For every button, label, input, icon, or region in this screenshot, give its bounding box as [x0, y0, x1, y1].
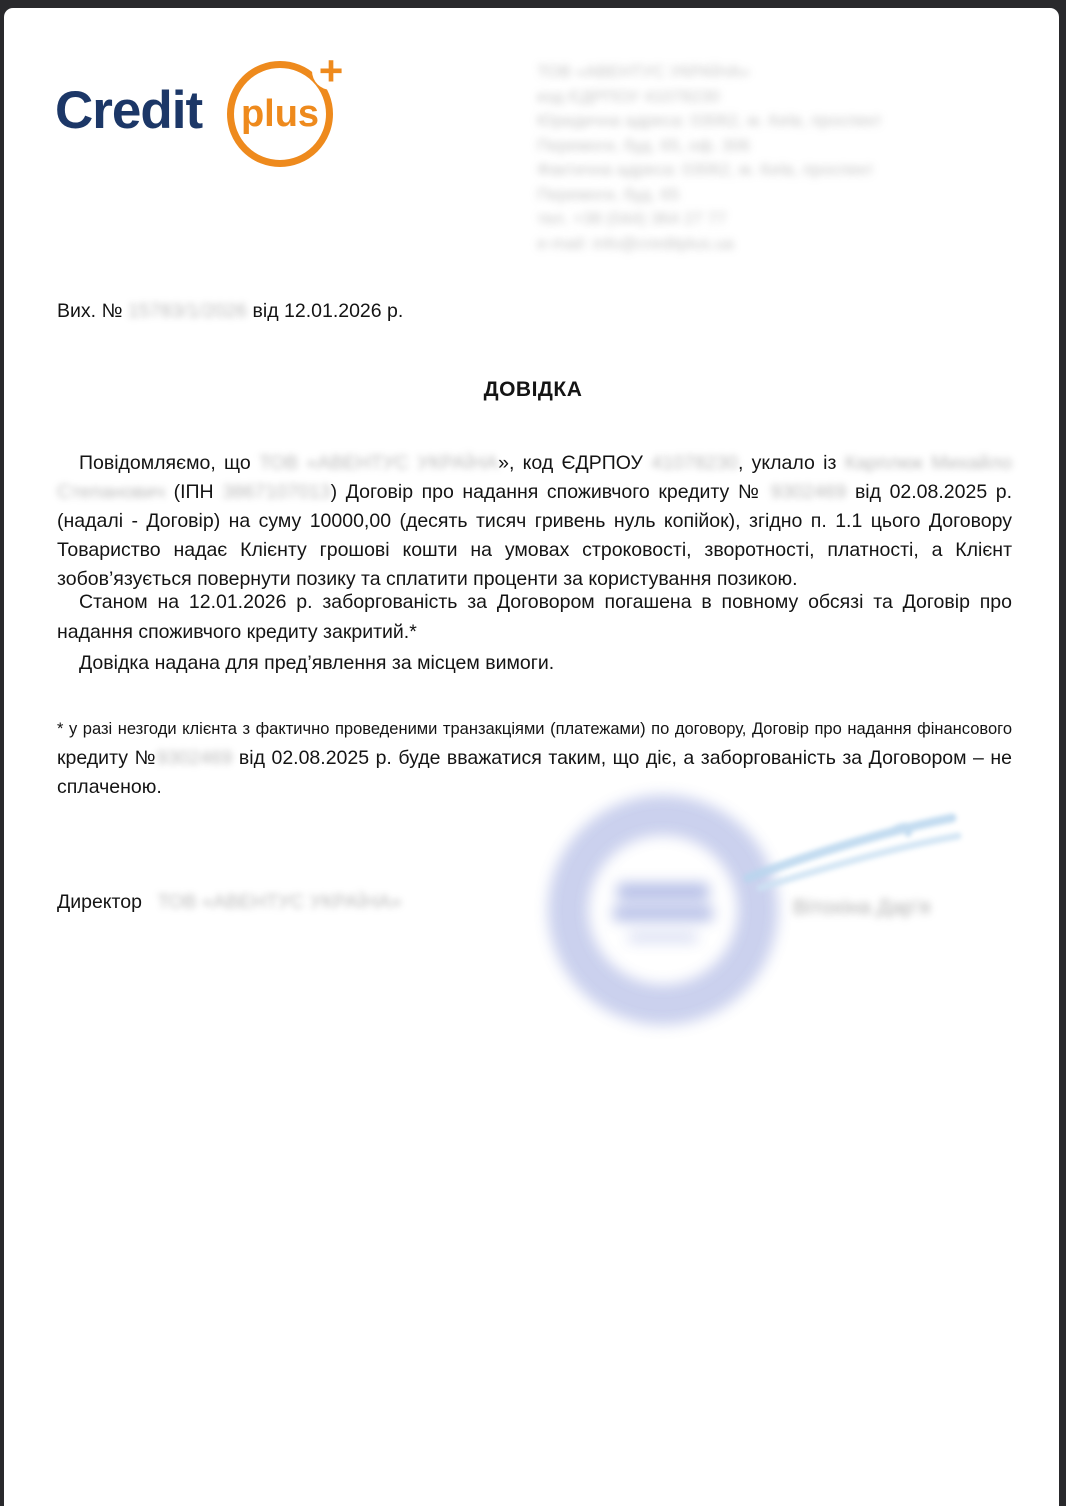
text-segment: ) Договір про надання споживчого кредиту №	[330, 481, 771, 503]
footnote	[57, 714, 1012, 802]
redacted-text: ТОВ «АВЕНТУС УКРАЇНА	[259, 452, 499, 474]
letterhead-line-redacted: код ЄДРПОУ 41078230	[537, 86, 720, 106]
text-segment: від 02.08.2025 р. буде вважатися таким, що діє, а заборгованість за Договором – не сплаченою.	[57, 747, 1012, 798]
plus-icon: +	[312, 52, 350, 90]
letterhead-line-redacted: Фактична адреса: 03062, м. Київ, проспект	[537, 160, 874, 179]
logo-plus-text: plus	[240, 92, 320, 135]
redacted-text: 3867107013	[222, 481, 331, 503]
letterhead-line-redacted: Перемоги, буд. 65	[537, 184, 680, 204]
text-segment: (ІПН	[165, 481, 223, 503]
creditplus-logo	[55, 47, 344, 170]
letterhead-line-redacted: Юридична адреса: 03062, м. Київ, проспект	[537, 111, 882, 130]
body-paragraph-1	[57, 449, 1012, 594]
text-segment: Вих. №	[57, 300, 128, 322]
text-segment: », код ЄДРПОУ	[498, 452, 652, 474]
letterhead-line-redacted: тел. +38 (044) 364 27 77	[537, 209, 727, 228]
director-company-redacted: ТОВ «АВЕНТУС УКРАЇНА»	[157, 891, 402, 913]
redacted-text: Карплюк Михайло Степанович	[57, 452, 1012, 503]
letterhead-line-redacted: Перемоги, буд. 65, оф. 306	[537, 135, 751, 155]
redacted-text: 9302469	[156, 747, 233, 769]
reference-number-line	[57, 297, 1012, 326]
text-segment: від 12.01.2026 р.	[247, 300, 404, 322]
text-segment: , уклало із	[737, 452, 845, 474]
text-segment: від 02.08.2025 р. (надалі - Договір) на суму 10000,00 (десять тисяч гривень нуль копійок), згідно п. 1.1 цього Договору Товариство надає Клієнту грошові кошти на умовах строковості, зворотності, платності, а Клієнт зобов’язується повернути позику та сплатити проценти за користування позикою.	[57, 481, 1012, 590]
signatory-name-redacted: Вітохіна Дар’я	[793, 896, 931, 919]
text-segment: кредиту №	[57, 747, 157, 769]
logo-plus-circle	[227, 47, 344, 167]
text-segment: Повідомляємо, що	[79, 452, 260, 474]
redacted-text: 15783/1/2026	[127, 300, 248, 322]
document-title: ДОВІДКА	[483, 378, 583, 401]
redacted-text: 9302469	[770, 481, 847, 503]
body-paragraph-2: Станом на 12.01.2026 р. заборгованість за Договором погашена в повному обсязі та Договір про надання споживчого кредиту закритий.*	[57, 591, 1012, 643]
letterhead-line-redacted: ТОВ «АВЕНТУС УКРАЇНА»	[537, 62, 750, 81]
redacted-text: 41078230	[651, 452, 738, 474]
logo-credit-text: Credit	[55, 81, 203, 140]
stamp-text-line	[628, 933, 698, 942]
letterhead-line-redacted: e-mail: info@creditplus.ua	[537, 233, 734, 253]
body-paragraph-3: Довідка надана для пред’явлення за місцем вимоги.	[79, 652, 555, 674]
letterhead-contact-block-redacted	[537, 60, 957, 256]
director-label: Директор	[57, 891, 142, 913]
text-segment: * у разі незгоди клієнта з фактично проведеними транзакціями (платежами) по договору, Договір про надання фінансового	[57, 720, 1012, 738]
